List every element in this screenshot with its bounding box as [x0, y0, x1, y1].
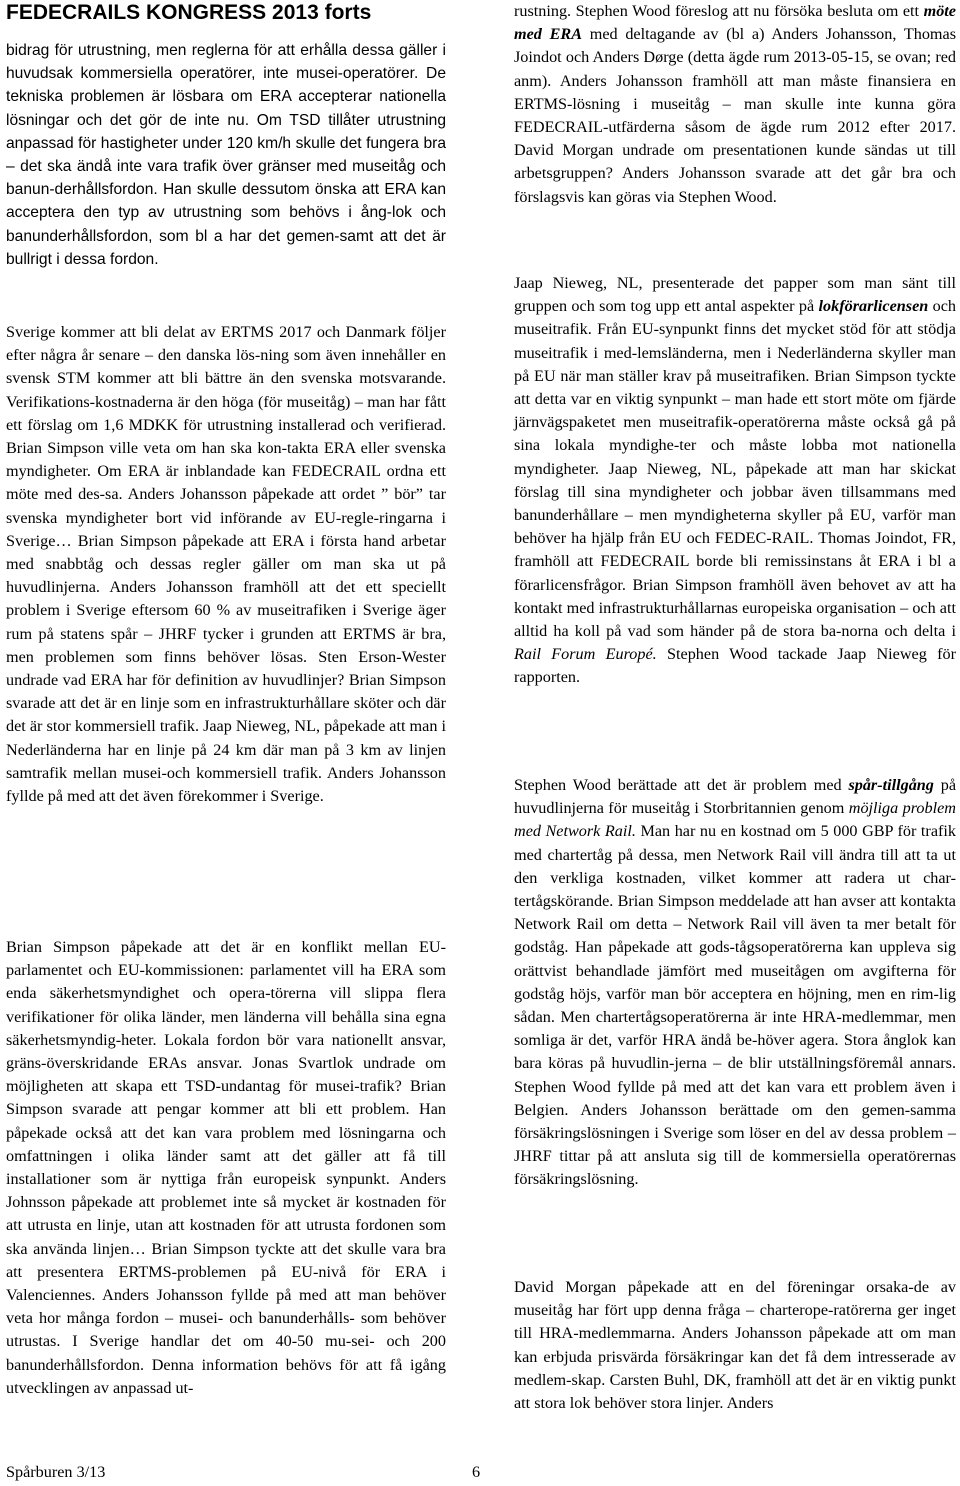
footer-publication: Spårburen 3/13: [6, 1463, 106, 1481]
right-p3-text-start: Stephen Wood berättade att det är problem med: [514, 776, 849, 794]
right-p3-emphasis: spår-tillgång: [848, 776, 934, 794]
right-p3-text-mid: på huvudlinjerna för museitåg i Storbritannien genom: [514, 776, 957, 818]
page-header-title: FEDECRAILS KONGRESS 2013 forts: [6, 1, 372, 24]
right-p3-text-end: Man har nu en kostnad om 5 000 GBP för trafik med chartertåg på dessa, men Network Rail vill ändra till att ta ut den verkliga kostnaden, vilket kommer att radera ut char-tertågskörande. Brian Simpson meddelade att han avser att kontakta Network Rail om detta – Network Rail vill även ta mer betalt för godståg. Han påpekade att gods-tågsoperatörerna kan uppleva sig orättvist behandlade jämfört med museitågen om avgifterna för godståg höjs, varför man bör acceptera en höjning, men en rim-lig sådan. Men chartertågsoperatörerna är inte HRA-medlemmar, men somliga är det, varför HRA ändå be-höver agera. Stora ånglok kan bara köras på huvudlin-jerna – de blir utställningsföremål annars. Stephen Wood fyllde på med att det kan vara ett problem även i Belgien. Anders Johansson berättade om den gemen-samma försäkringslösningen i Sverige som löser en del av dessa problem – JHRF tittar på att ansluta sig till de kommersiella operatörernas försäkringslösning.: [514, 822, 956, 1189]
left-paragraph-1: bidrag för utrustning, men reglerna för att erhålla dessa gäller i huvudsak kommersiella operatörer, inte musei-operatörer. De tekniska problemen är lösbara om ERA accepterar nationella lösningar och det gör de inte nu. Om TSD tillåter utrustning anpassad för hastigheter under 120 km/h skulle det fungera bra – det ska ändå inte vara trafik över gränser med museitåg och banun-derhållsfordon. Han skulle dessutom önska att ERA kan acceptera den typ av utrustning som behövs i ång-lok och banunderhållsfordon, som bl a har det gemen-samt att det är bullrigt i dessa fordon.: [6, 42, 446, 268]
right-p2-text-mid: och museitrafik. Från EU-synpunkt finns det mycket stöd för att stödja museitrafik i med-lemsländerna, men i Nederländerna skyller man på EU när man ställer krav på museitrafiken. Brian Simpson tyckte att detta var en viktig synpunkt – man hade ett stort möte om fjärde järnvägspaketet men museitrafik-operatörerna måste också gå på sina lokala myndighe-ter och måste lobba mot nationella myndigheter. Jaap Nieweg, NL, påpekade att man har skickat förslag till sina myndigheter och jobbar även tillsammans med banunderhållare – men myndigheterna skyller på EU, varför man behöver ha hjälp från EU och FEDEC-RAIL. Thomas Joindot, FR, framhöll att FEDECRAIL borde bli remissinstans åt ERA i bl a förarlicensfrågor. Brian Simpson framhöll även behovet av att ha kontakt med infrastrukturhållarnas europeiska organisation – och att alltid ha koll på vad som händer på de stora ba-norna och delta i: [514, 297, 957, 641]
footer-page-number: 6: [472, 1463, 481, 1481]
right-p2-text-start: Jaap Nieweg, NL, presenterade det papper som man sänt till gruppen och som tog upp ett antal aspekter på: [514, 274, 956, 316]
right-paragraph-2: [514, 272, 956, 690]
right-p3-emphasis-2: möjliga problem med Network Rail.: [514, 799, 956, 841]
right-p1-text-start: rustning. Stephen Wood föreslog att nu försöka besluta om ett: [514, 2, 924, 20]
right-p2-emphasis-2: Rail Forum Europé.: [514, 645, 657, 664]
right-p1-emphasis: möte med ERA: [514, 2, 956, 44]
left-paragraph-2: Sverige kommer att bli delat av ERTMS 2017 och Danmark följer efter några år senare – den danska lös-ning som även innehåller en svensk STM kommer att bli bättre än den svenska motsvarande. Verifikations-kostnaderna är den höga (för museitåg) – man har fått ett förslag om 1,6 MDKK för utrustning installerad och verifierad. Brian Simpson ville veta om han ska kon-takta ERA eller svenska myndigheter. Om ERA är inblandade kan FEDECRAIL ordna ett möte med des-sa. Anders Johansson påpekade att ordet ” bör” tar svenska myndigheter bort vid införande av EU-regle-ringarna i Sverige… Brian Simpson påpekade att ERA i första hand arbetar med snabbtåg och dessas regler gäller om man ska ut på huvudlinjerna. Anders Johansson framhöll att det ett speciellt problem i Sverige eftersom 60 % av museitrafiken i Sverige äger rum på statens spår – JHRF tycker i grunden att ERTMS är bra, men problemen som finns behöver lösas. Sten Erson-Wester undrade vad ERA har för definition av huvudlinjer? Brian Simpson svarade att det är en linje som en infrastrukturhållare sköter och där det är stor kommersiell trafik. Jaap Nieweg, NL, påpekade att man i Nederländerna har en linje på 24 km där man på 3 km av linjen samtrafik mellan musei-och kommersiell trafik. Anders Johansson fyllde på med att det även förekommer i Sverige.: [6, 323, 446, 806]
right-p1-text-end: med deltagande av (bl a) Anders Johansson, Thomas Joindot och Anders Dørge (detta ägde rum 2013-05-15, se ovan; red anm). Anders Johansson framhöll att man måste finansiera en ERTMS-lösning i museitåg – man skulle inte kunna göra FEDECRAIL-utfärderna såsom de ägde rum 2012 efter 2017. David Morgan undrade om presentationen kunde sändas ut till arbetsgruppen? Anders Johansson svarade att det går bra och förslagsvis kan göras via Stephen Wood.: [514, 25, 956, 206]
right-p2-text-end: Stephen Wood tackade Jaap Nieweg för rapporten.: [514, 645, 956, 687]
right-paragraph-4: David Morgan påpekade att en del föreningar orsaka-de av museitåg har fört upp denna fråga – charterope-ratörerna ger inget till HRA-medlemmarna. Anders Johansson påpekade att om man kan erbjuda prisvärda försäkringar kan det få dem intresserade av medlem-skap. Carsten Buhl, DK, framhöll att det är en viktig punkt att stora lok behöver stora linjer. Anders: [514, 1278, 956, 1413]
left-paragraph-3: Brian Simpson påpekade att det är en konflikt mellan EU-parlamentet och EU-kommissionen: parlamentet vill ha ERA som enda säkerhetsmyndighet och opera-törerna vill slippa flera verifikationer för olika länder, men länderna vill behålla sina egna säkerhetsmyndig-heter. Lokala fordon bör vara nationellt ansvar, gräns-överskridande ERAs ansvar. Jonas Svartlok undrade om möjligheten att skapa ett TSD-undantag för musei-trafik? Brian Simpson svarade att pengar kommer att bli ett problem. Han påpekade också att det kan vara problem med lösningarna och omfattningen i olika länder samt att det gäller att få till installationer som är nyttiga från europeisk synpunkt. Anders Johnsson påpekade att problemet inte så mycket är kostnaden för att utrusta en linje, utan att kostnaden för att utrusta fordonen som ska använda linjen… Brian Simpson tyckte att det skulle vara bra att presentera ERTMS-problemen på EU-nivå för ERA i Valenciennes. Anders Johansson fyllde på med att man behöver veta hor många fordon – musei- och banunderhålls- som behöver utrustas. I Sverige handlar det om 40-50 mu-sei- och 200 banunderhållsfordon. Denna information behövs för att få igång utvecklingen av anpassad ut-: [6, 938, 446, 1397]
right-paragraph-3: [514, 774, 956, 1192]
right-p2-emphasis: lokförarlicensen: [818, 297, 929, 316]
right-paragraph-1: [514, 0, 956, 209]
